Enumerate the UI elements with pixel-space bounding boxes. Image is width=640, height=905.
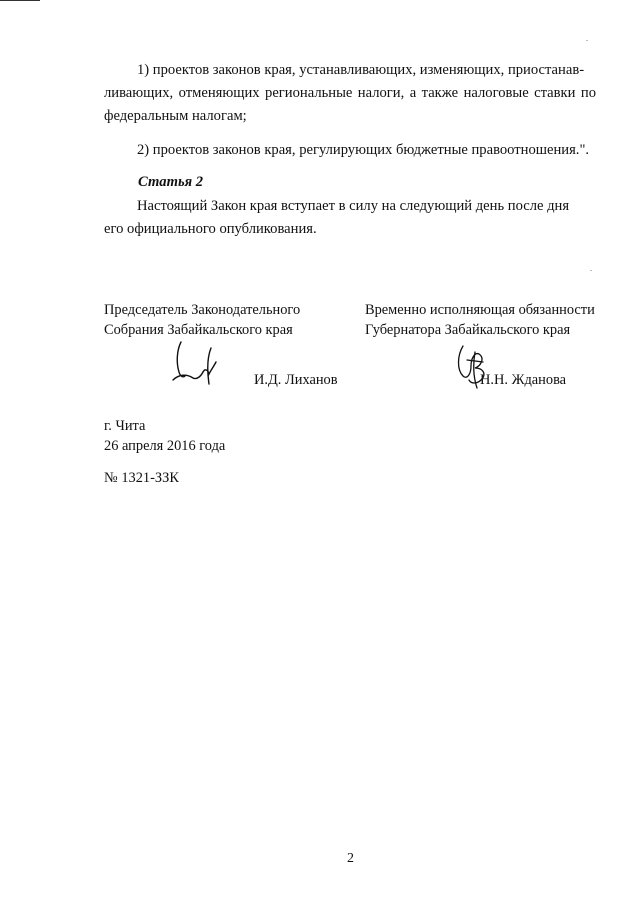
right-title-line1: Временно исполняющая обязанности <box>365 302 595 318</box>
list-item-1-first-line: 1) проектов законов края, устанавливающих, изменяющих, приостанав- <box>137 62 585 78</box>
right-title-line2: Губернатора Забайкальского края <box>365 321 571 338</box>
article-paragraph <box>104 195 596 241</box>
list-item-1-continuation: ливающих, отменяющих региональные налоги, а также налоговые ставки по федеральным налогам; <box>104 84 596 124</box>
left-signatory-title <box>104 301 300 340</box>
left-signatory-name: И.Д. Лиханов <box>254 372 338 388</box>
top-edge-rule <box>0 0 40 1</box>
city: г. Чита <box>104 418 146 434</box>
place-and-date <box>104 417 225 456</box>
list-item-1 <box>104 59 596 127</box>
scan-speck <box>586 40 588 41</box>
article-heading: Статья 2 <box>138 174 204 190</box>
article-paragraph-first-line: Настоящий Закон края вступает в силу на следующий день после дня <box>137 198 570 214</box>
scan-speck <box>590 270 592 271</box>
document-number: № 1321-ЗЗК <box>104 470 179 486</box>
left-title-line1: Председатель Законодательного <box>104 302 301 318</box>
right-signatory-title <box>365 301 595 340</box>
right-signatory-name: Н.Н. Жданова <box>480 372 567 388</box>
page-number: 2 <box>347 851 354 866</box>
left-title-line2: Собрания Забайкальского края <box>104 321 293 338</box>
signing-date: 26 апреля 2016 года <box>104 437 226 454</box>
article-paragraph-continuation: его официального опубликования. <box>104 220 317 237</box>
list-item-2 <box>104 139 596 162</box>
list-item-2-text: 2) проектов законов края, регулирующих бюджетные правоотношения.". <box>137 142 590 158</box>
left-handwritten-signature <box>163 340 223 388</box>
